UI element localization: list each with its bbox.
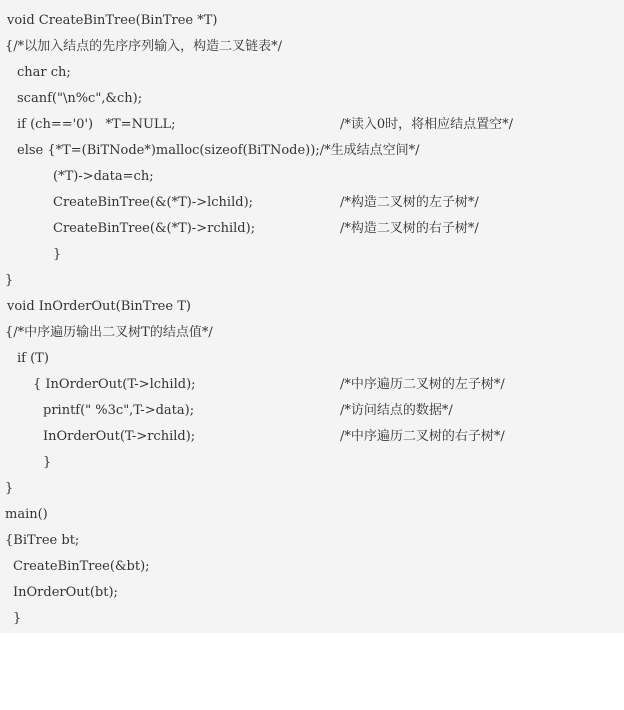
code-text: InOrderOut(bt); xyxy=(13,585,118,600)
code-line xyxy=(0,268,624,294)
code-text: if (ch=='0') *T=NULL; xyxy=(17,117,176,132)
code-comment: /*构造二叉树的左子树*/ xyxy=(340,195,479,210)
code-line xyxy=(0,606,624,632)
code-comment: /*中序遍历二叉树的左子树*/ xyxy=(340,377,505,392)
code-text: {/*以加入结点的先序序列输入，构造二叉链表*/ xyxy=(5,39,283,54)
code-line xyxy=(0,164,624,190)
code-text: scanf("\n%c",&ch); xyxy=(17,91,143,106)
code-line xyxy=(0,528,624,554)
code-text: {/*中序遍历输出二叉树T的结点值*/ xyxy=(5,325,213,340)
code-text: } xyxy=(5,273,14,288)
code-line xyxy=(0,580,624,606)
code-text: void InOrderOut(BinTree T) xyxy=(7,299,191,314)
code-line xyxy=(0,216,624,242)
code-comment: /*中序遍历二叉树的右子树*/ xyxy=(340,429,505,444)
code-line xyxy=(0,372,624,398)
code-line xyxy=(0,242,624,268)
code-line xyxy=(0,554,624,580)
code-line xyxy=(0,138,624,164)
code-line xyxy=(0,8,624,34)
code-text: CreateBinTree(&bt); xyxy=(13,559,150,574)
code-text: } xyxy=(43,455,52,470)
code-line xyxy=(0,424,624,450)
code-text: { InOrderOut(T->lchild); xyxy=(33,377,196,392)
code-text: else {*T=(BiTNode*)malloc(sizeof(BiTNode));/*生成结点空间*/ xyxy=(17,143,420,158)
code-comment: /*访问结点的数据*/ xyxy=(340,403,453,418)
code-text: } xyxy=(13,611,22,626)
code-text: CreateBinTree(&(*T)->lchild); xyxy=(53,195,254,210)
code-text: InOrderOut(T->rchild); xyxy=(43,429,196,444)
code-line xyxy=(0,34,624,60)
code-line xyxy=(0,450,624,476)
code-line xyxy=(0,398,624,424)
code-line xyxy=(0,320,624,346)
code-line xyxy=(0,60,624,86)
code-text: CreateBinTree(&(*T)->rchild); xyxy=(53,221,256,236)
code-line xyxy=(0,86,624,112)
code-comment: /*构造二叉树的右子树*/ xyxy=(340,221,479,236)
code-text: if (T) xyxy=(17,351,49,366)
code-text: void CreateBinTree(BinTree *T) xyxy=(7,13,218,28)
code-text: } xyxy=(5,481,14,496)
code-text: main() xyxy=(5,507,48,522)
code-line xyxy=(0,190,624,216)
code-text: {BiTree bt; xyxy=(5,533,80,548)
code-line xyxy=(0,294,624,320)
code-text: } xyxy=(53,247,62,262)
code-text: printf(" %3c",T->data); xyxy=(43,403,195,418)
code-line xyxy=(0,346,624,372)
code-comment: /*读入0时，将相应结点置空*/ xyxy=(340,117,514,132)
code-line xyxy=(0,476,624,502)
code-line xyxy=(0,502,624,528)
code-text: (*T)->data=ch; xyxy=(53,169,154,184)
code-text: char ch; xyxy=(17,65,71,80)
code-line xyxy=(0,112,624,138)
